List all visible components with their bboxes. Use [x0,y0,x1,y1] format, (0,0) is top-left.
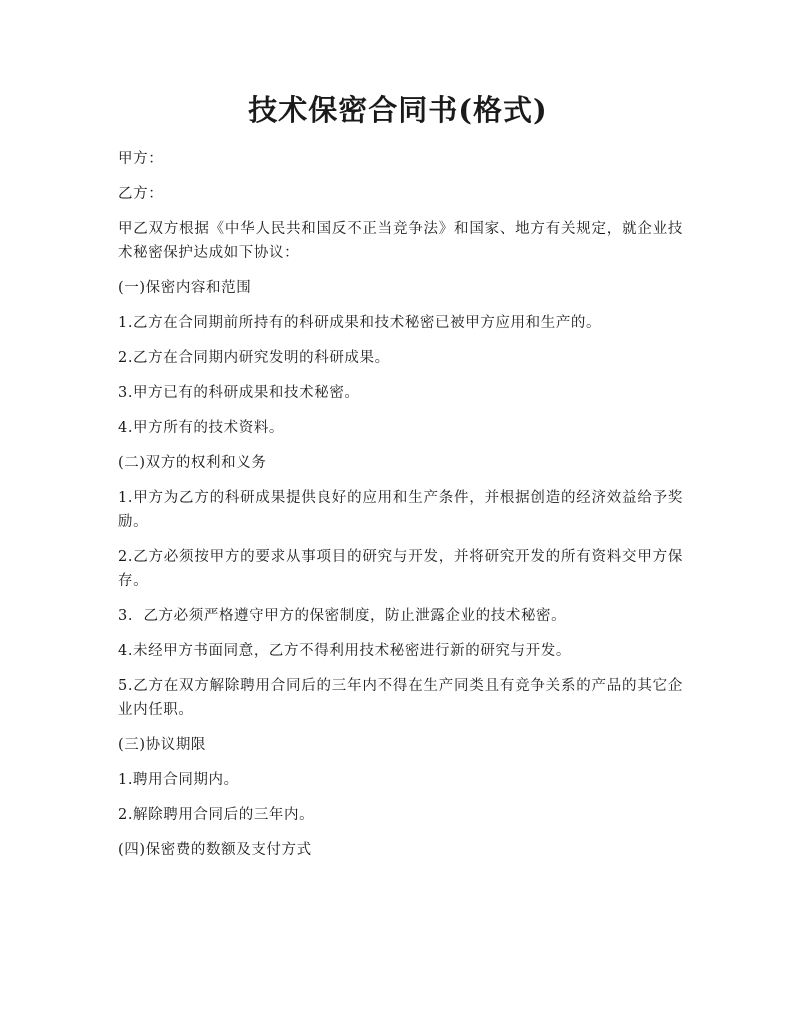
section-heading-1: (一)保密内容和范围 [118,280,252,296]
section-heading-4: (四)保密费的数额及支付方式 [118,842,312,858]
section-2-item-5: 5.乙方在双方解除聘用合同后的三年内不得在生产同类且有竞争关系的产品的其它企业内任职。 [118,678,683,718]
section-2-item-1: 1.甲方为乙方的科研成果提供良好的应用和生产条件，并根据创造的经济效益给予奖励。 [118,490,683,530]
party-b-line: 乙方： [118,186,164,202]
party-a-line: 甲方： [118,151,164,167]
section-heading-2: (二)双方的权利和义务 [118,455,267,471]
preamble-paragraph: 甲乙双方根据《中华人民共和国反不正当竞争法》和国家、地方有关规定，就企业技术秘密保护达成如下协议： [118,221,683,261]
section-1-item-2: 2.乙方在合同期内研究发明的科研成果。 [118,350,390,366]
section-1-item-3: 3.甲方已有的科研成果和技术秘密。 [118,385,360,401]
document-body [118,147,683,873]
section-2-item-4: 4.未经甲方书面同意，乙方不得利用技术秘密进行新的研究与开发。 [118,643,571,659]
section-2-item-2: 2.乙方必须按甲方的要求从事项目的研究与开发，并将研究开发的所有资料交甲方保存。 [118,549,683,589]
section-2-item-3: 3. 乙方必须严格遵守甲方的保密制度，防止泄露企业的技术秘密。 [118,608,567,624]
section-1-item-4: 4.甲方所有的技术资料。 [118,420,285,436]
section-heading-3: (三)协议期限 [118,737,207,753]
section-1-item-1: 1.乙方在合同期前所持有的科研成果和技术秘密已被甲方应用和生产的。 [118,315,602,331]
section-3-item-2: 2.解除聘用合同后的三年内。 [118,807,315,823]
section-3-item-1: 1.聘用合同期内。 [118,772,239,788]
document-title: 技术保密合同书(格式) [248,93,548,127]
